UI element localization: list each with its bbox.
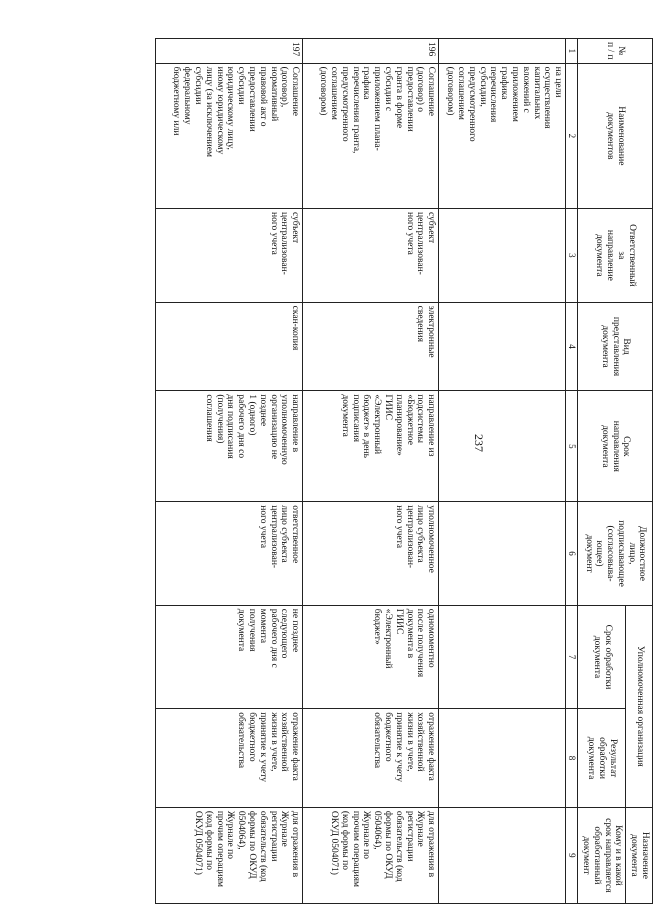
header-destination: Кому и в какой срок направляется обработанный документ: [578, 807, 626, 903]
document-name: Соглашение (договор) о предоставлении гранта в форме субсидии с приложением плана- графика перечисления гранта, предусмотренного соглашением (договором): [303, 63, 439, 208]
column-number: 6: [566, 502, 578, 606]
header-destination-group: Назначение документа: [626, 807, 653, 903]
table-row: [303, 39, 439, 904]
page-number: 237: [472, 434, 486, 452]
column-number-row: [566, 39, 578, 904]
header-view: Вид представления документа: [578, 302, 653, 391]
header-official: Должностное лицо, подписывающее (согласовыва- ющее) документ: [578, 502, 653, 606]
processing-result: отражение факта хозяйственной жизни в учете, принятие к учету бюджетного обязательства: [156, 709, 303, 808]
header-responsible: Ответственный за направление документа: [578, 209, 653, 303]
signing-official: [439, 502, 566, 606]
processing-term: одномоментно после получения документа в ГИИС «Электронный бюджет»: [303, 605, 439, 709]
processing-term: [439, 605, 566, 709]
row-number: [439, 39, 566, 64]
row-number: 197: [156, 39, 303, 64]
column-number: 8: [566, 709, 578, 808]
header-processing-term: Срок обработки документа: [578, 605, 626, 709]
submission-deadline: направление из подсистемы «Бюджетное планирование» ГИИС «Электронный бюджет» в день подписания документа: [303, 391, 439, 502]
document-name: на цели осуществления капитальных вложений с приложением графика перечисления субсидии, предусмотренного соглашением (договором): [439, 63, 566, 208]
column-number: 7: [566, 605, 578, 709]
signing-official: уполномоченное лицо субъекта централизован- ного учета: [303, 502, 439, 606]
table-row: [439, 39, 566, 904]
header-num: № п / п: [578, 39, 653, 64]
processing-result: [439, 709, 566, 808]
signing-official: ответственное лицо субъекта централизован- ного учета: [156, 502, 303, 606]
column-number: 9: [566, 807, 578, 903]
responsible-party: субъект централизован- ного учета: [156, 209, 303, 303]
column-number: 1: [566, 39, 578, 64]
column-number: 2: [566, 63, 578, 208]
destination: для отражения в Журнале регистрации обязательств (код формы по ОКУД 0504064), Журнале по прочим операциям (код формы по ОКУД 0504071): [303, 807, 439, 903]
header-name: Наименование документов: [578, 63, 653, 208]
presentation-type: скан-копия: [156, 302, 303, 391]
processing-result: отражение факта хозяйственной жизни в учете, принятие к учету бюджетного обязательства: [303, 709, 439, 808]
destination: для отражения в Журнале регистрации обязательств (код формы по ОКУД 0504064), Журнале по прочим операциям (код формы по ОКУД 0504071): [156, 807, 303, 903]
presentation-type: электронные сведения: [303, 302, 439, 391]
row-number: 196: [303, 39, 439, 64]
column-number: 3: [566, 209, 578, 303]
presentation-type: [439, 302, 566, 391]
responsible-party: [439, 209, 566, 303]
table-row: [156, 39, 303, 904]
submission-deadline: направление в уполномоченную организацию не позднее 1 (одного) рабочего дня со дня подписания (получения) соглашения: [156, 391, 303, 502]
header-processing-result: Результат обработки документа: [578, 709, 626, 808]
processing-term: не позднее следующего рабочего дня с момента получения документа: [156, 605, 303, 709]
responsible-party: субъект централизован- ного учета: [303, 209, 439, 303]
column-number: 4: [566, 302, 578, 391]
rotated-page: [155, 38, 653, 904]
destination: [439, 807, 566, 903]
header-row-1: [626, 39, 653, 904]
submission-deadline: [439, 391, 566, 502]
column-number: 5: [566, 391, 578, 502]
header-term: Срок направления документа: [578, 391, 653, 502]
document-name: Соглашение (договор), нормативный правовой акт о предоставлении субсидии юридическому лицу, иному юридическому лицу (за исключением субсидии федеральному бюджетному или: [156, 63, 303, 208]
documents-table: [155, 38, 653, 904]
header-authorized-organization: Уполномоченная организация: [626, 605, 653, 807]
